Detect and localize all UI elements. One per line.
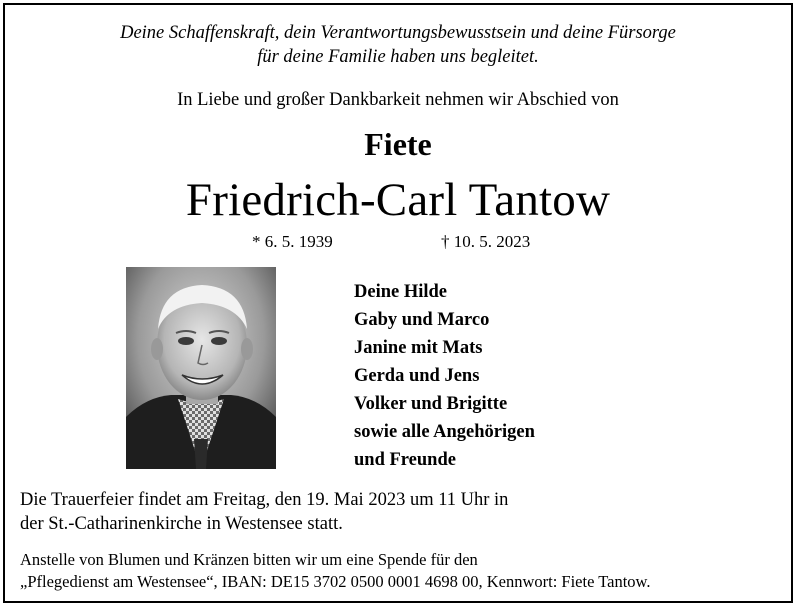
ceremony-info bbox=[20, 488, 508, 536]
ceremony-line-2: der St.-Catharinenkirche in Westensee statt. bbox=[20, 514, 343, 534]
quote-line-1: Deine Schaffenskraft, dein Verantwortungsbewusstsein und deine Fürsorge bbox=[120, 23, 676, 43]
quote bbox=[5, 21, 791, 69]
intro-text: In Liebe und großer Dankbarkeit nehmen wir Abschied von bbox=[177, 90, 619, 110]
death-date: † 10. 5. 2023 bbox=[441, 232, 531, 251]
donation-info bbox=[20, 549, 651, 593]
nickname: Fiete bbox=[364, 126, 432, 162]
ceremony-line-1: Die Trauerfeier findet am Freitag, den 19. Mai 2023 um 11 Uhr in bbox=[20, 490, 509, 510]
donation-line-1: Anstelle von Blumen und Kränzen bitten wir um eine Spende für den bbox=[20, 550, 478, 569]
mourner-line: Gerda und Jens bbox=[354, 366, 480, 386]
mourner-line: Janine mit Mats bbox=[354, 338, 483, 358]
mourner-line: Volker und Brigitte bbox=[354, 394, 508, 414]
quote-line-2: für deine Familie haben uns begleitet. bbox=[257, 47, 539, 67]
donation-line-2: „Pflegedienst am Westensee“, IBAN: DE15 3702 0500 0001 4698 00, Kennwort: Fiete Tantow. bbox=[20, 572, 651, 591]
mourners-list bbox=[354, 278, 535, 474]
mourner-line: Gaby und Marco bbox=[354, 310, 490, 330]
mourner-line: sowie alle Angehörigen bbox=[354, 422, 535, 442]
portrait-photo bbox=[126, 267, 276, 469]
full-name: Friedrich-Carl Tantow bbox=[185, 174, 611, 226]
obituary-notice bbox=[3, 3, 793, 603]
birth-date: * 6. 5. 1939 bbox=[252, 232, 333, 251]
mourner-line: Deine Hilde bbox=[354, 282, 448, 302]
mourner-line: und Freunde bbox=[354, 450, 456, 470]
